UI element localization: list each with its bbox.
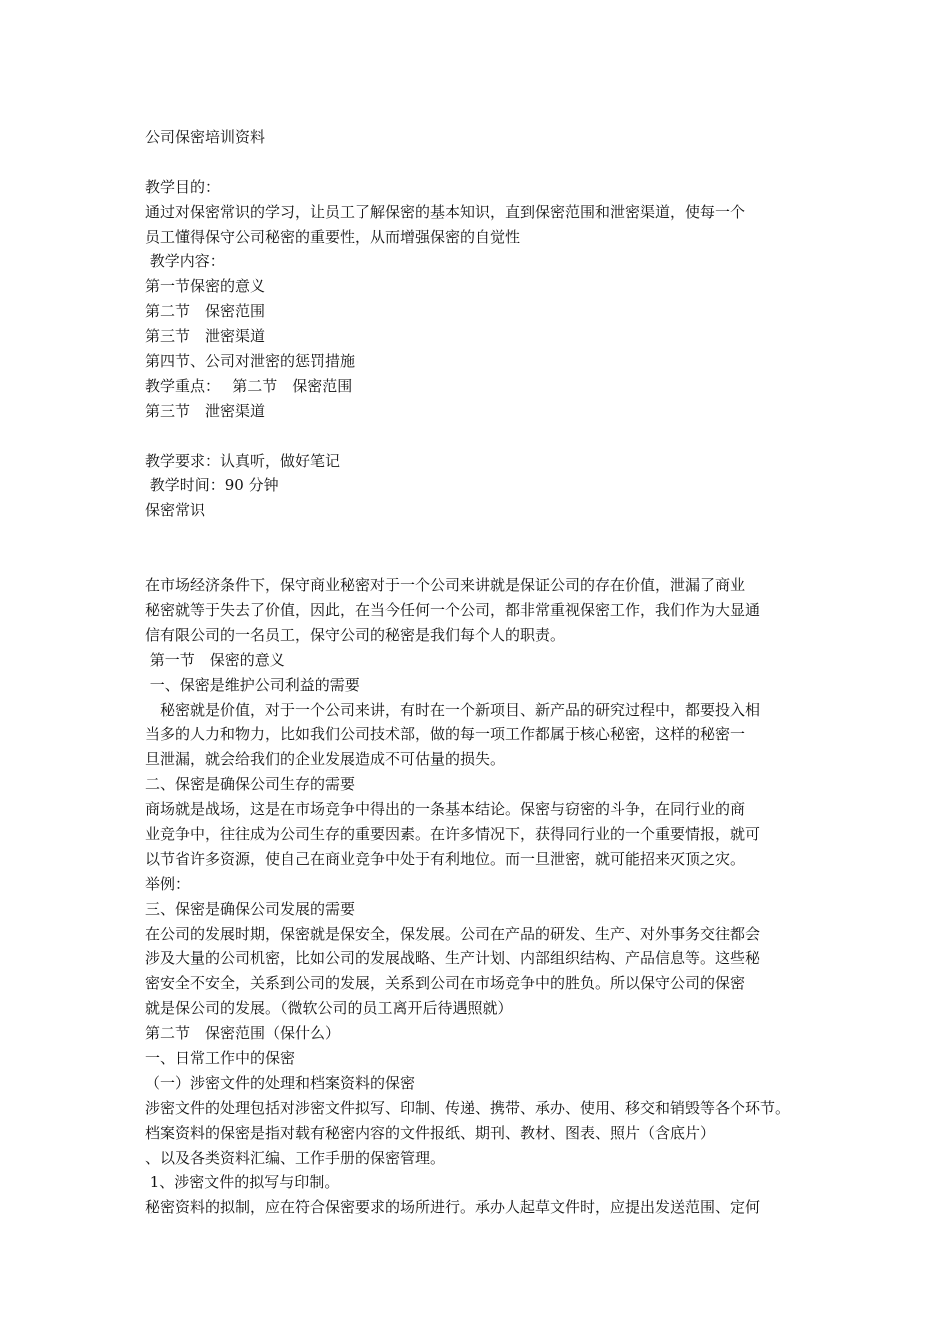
paragraph-line: 涉及大量的公司机密，比如公司的发展战略、生产计划、内部组织结构、产品信息等。这些秘 xyxy=(145,949,761,968)
purpose-label: 教学目的： xyxy=(145,177,221,196)
focus-line: 第三节 泄密渠道 xyxy=(145,401,266,420)
paragraph-line: 业竞争中，往往成为公司生存的重要因素。在许多情况下，获得同行业的一个重要情报，就可 xyxy=(145,824,761,843)
purpose-line: 员工懂得保守公司秘密的重要性，从而增强保密的自觉性 xyxy=(145,227,521,246)
subheading: 一、保密是维护公司利益的需要 xyxy=(145,675,360,694)
subheading: 二、保密是确保公司生存的需要 xyxy=(145,775,356,794)
toc-item: 第四节、公司对泄密的惩罚措施 xyxy=(145,352,356,371)
paragraph-line: 、以及各类资料汇编、工作手册的保密管理。 xyxy=(145,1148,446,1167)
paragraph-line: 当多的人力和物力，比如我们公司技术部，做的每一项工作都属于核心秘密，这样的秘密一 xyxy=(145,725,746,744)
time-line: 教学时间：90 分钟 xyxy=(145,476,279,495)
section-heading: 第一节 保密的意义 xyxy=(145,650,285,669)
list-item: 1、涉密文件的拟写与印制。 xyxy=(145,1173,340,1192)
subheading: 三、保密是确保公司发展的需要 xyxy=(145,899,356,918)
subheading: （一）涉密文件的处理和档案资料的保密 xyxy=(145,1073,416,1092)
paragraph-line: 秘密就是价值，对于一个公司来讲，有时在一个新项目、新产品的研究过程中，都要投入相 xyxy=(145,700,761,719)
focus-line: 教学重点： 第二节 保密范围 xyxy=(145,376,353,395)
paragraph-line: 就是保公司的发展。（微软公司的员工离开后待遇照就） xyxy=(145,999,513,1018)
toc-item: 第一节保密的意义 xyxy=(145,277,266,296)
paragraph-line: 商场就是战场，这是在市场竞争中得出的一条基本结论。保密与窃密的斗争，在同行业的商 xyxy=(145,800,746,819)
intro-line: 信有限公司的一名员工，保守公司的秘密是我们每个人的职责。 xyxy=(145,625,566,644)
document-page xyxy=(145,125,817,1220)
paragraph-line: 以节省许多资源，使自己在商业竞争中处于有利地位。而一旦泄密，就可能招来灭顶之灾。 xyxy=(145,849,746,868)
toc-item: 第三节 泄密渠道 xyxy=(145,327,266,346)
paragraph-line: 密安全不安全，关系到公司的发展，关系到公司在市场竞争中的胜负。所以保守公司的保密 xyxy=(145,974,746,993)
paragraph-line: 档案资料的保密是指对载有秘密内容的文件报纸、期刊、教材、图表、照片（含底片） xyxy=(145,1123,716,1142)
topic-heading: 保密常识 xyxy=(145,501,206,520)
paragraph-line: 在公司的发展时期，保密就是保安全，保发展。公司在产品的研发、生产、对外事务交往都会 xyxy=(145,924,761,943)
toc-item: 第二节 保密范围 xyxy=(145,302,266,321)
example-label: 举例： xyxy=(145,874,191,893)
requirement-line: 教学要求：认真听，做好笔记 xyxy=(145,451,341,470)
paragraph-line: 秘密资料的拟制，应在符合保密要求的场所进行。承办人起草文件时，应提出发送范围、定何 xyxy=(145,1198,761,1217)
content-label: 教学内容： xyxy=(145,252,225,271)
paragraph-line: 涉密文件的处理包括对涉密文件拟写、印制、传递、携带、承办、使用、移交和销毁等各个环节。 xyxy=(145,1098,791,1117)
intro-line: 秘密就等于失去了价值，因此，在当今任何一个公司，都非常重视保密工作，我们作为大显通 xyxy=(145,600,761,619)
subheading: 一、日常工作中的保密 xyxy=(145,1048,296,1067)
section-heading: 第二节 保密范围（保什么） xyxy=(145,1024,341,1043)
purpose-line: 通过对保密常识的学习，让员工了解保密的基本知识，直到保密范围和泄密渠道，使每一个 xyxy=(145,202,746,221)
intro-line: 在市场经济条件下，保守商业秘密对于一个公司来讲就是保证公司的存在价值，泄漏了商业 xyxy=(145,576,746,595)
doc-title: 公司保密培训资料 xyxy=(145,128,266,146)
paragraph-line: 旦泄漏，就会给我们的企业发展造成不可估量的损失。 xyxy=(145,750,506,769)
